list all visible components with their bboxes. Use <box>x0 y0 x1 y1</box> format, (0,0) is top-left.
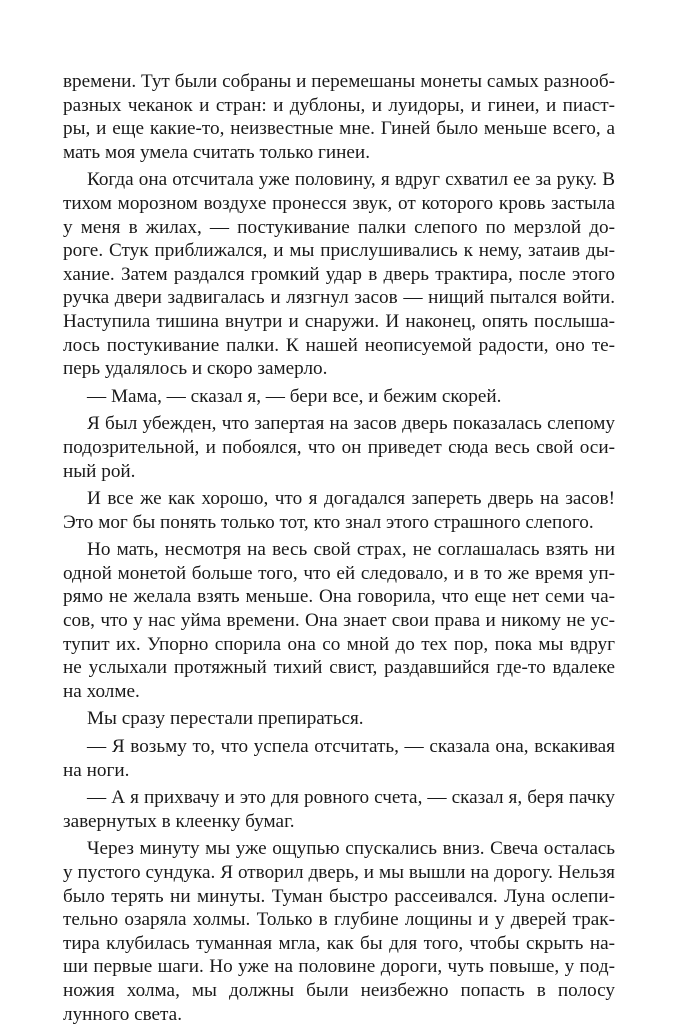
paragraph-9: — А я прихвачу и это для ровного счета, — сказал я, беря пачку завернутых в клеенку бумаг. <box>63 787 615 832</box>
paragraph-2: Когда она отсчитала уже половину, я вдруг схватил ее за руку. В тихом морозном воздухе пронесся звук, от которого кровь застыла у меня в жилах, — постукивание палки слепого по мерзлой дороге. Стук приближался, и мы прислушивались к нему, затаив дыхание. Затем раздался громкий удар в дверь трактира, после этого ручка двери задвигалась и лязгнул засов — нищий пытался войти. Наступила тишина внутри и снаружи. И наконец, опять послышалось постукивание палки. К нашей неописуемой радости, оно теперь удалялось и скоро замерло. <box>63 169 615 380</box>
paragraph-3: — Мама, — сказал я, — бери все, и бежим скорей. <box>87 385 502 407</box>
paragraph-4: Я был убежден, что запертая на засов дверь показалась слепому подозрительной, и побоялся, что он приведет сюда весь свой осиный рой. <box>63 413 615 482</box>
book-page <box>63 70 615 1030</box>
paragraph-10: Через минуту мы уже ощупью спускались вниз. Свеча осталась у пустого сундука. Я отворил дверь, и мы вышли на дорогу. Нельзя было терять ни минуты. Туман быстро рассеивался. Луна ослепительно озаряла холмы. Только в глубине лощины и у дверей трактира клубилась туманная мгла, как бы для того, чтобы скрыть наши первые шаги. Но уже на половине дороги, чуть повыше, у подножия холма, мы должны были неизбежно попасть в полосу лунного света. <box>63 838 615 1025</box>
paragraph-1: времени. Тут были собраны и перемешаны монеты самых разнообразных чеканок и стран: и дублоны, и луидоры, и гинеи, и пиастры, и еще какие-то, неизвестные мне. Гиней было меньше всего, а мать моя умела считать только гинеи. <box>63 71 615 163</box>
paragraph-8: — Я возьму то, что успела отсчитать, — сказала она, вскакивая на ноги. <box>63 736 615 781</box>
paragraph-5: И все же как хорошо, что я догадался запереть дверь на засов! Это мог бы понять только тот, кто знал этого страшного слепого. <box>63 488 615 533</box>
paragraph-7: Мы сразу перестали препираться. <box>87 708 364 730</box>
paragraph-6: Но мать, несмотря на весь свой страх, не соглашалась взять ни одной монетой больше того, что ей следовало, и в то же время упрямо не желала взять меньше. Она говорила, что еще нет семи часов, что у нас уйма времени. Она знает свои права и никому не уступит их. Упорно спорила она со мной до тех пор, пока мы вдруг не услыхали протяжный тихий свист, раздавшийся где-то вдалеке на холме. <box>63 539 615 702</box>
